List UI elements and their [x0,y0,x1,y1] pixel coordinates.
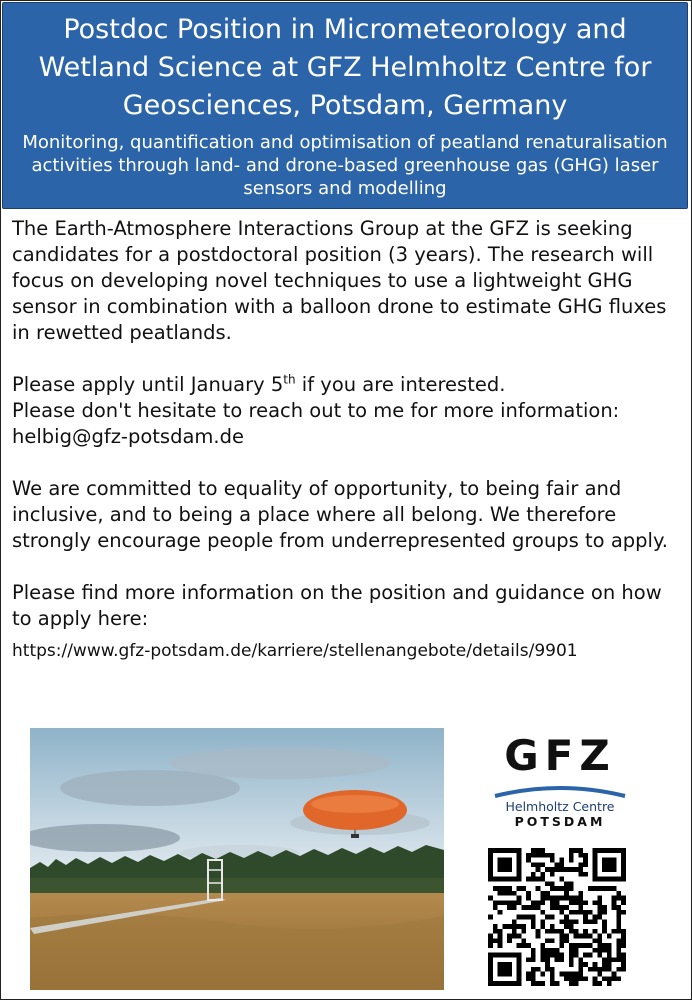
contact-text: Please don't hesitate to reach out to me for more information: [12,399,620,422]
page-subtitle: Monitoring, quantification and optimisation of peatland renaturalisation activities through land- and drone-based greenhouse gas (GHG) laser sensors and modelling [22,132,668,199]
apply-deadline-suffix: if you are interested. [295,373,506,396]
more-info-text: Please find more information on the position and guidance on how to apply here: [12,581,662,630]
page-title: Postdoc Position in Micrometeorology and Wetland Science at GFZ Helmholtz Centre for Geosciences, Potsdam, Germany [38,14,652,121]
intro-paragraph: The Earth-Atmosphere Interactions Group at the GFZ is seeking candidates for a postdoctoral position (3 years). The research will focus on developing novel techniques to use a lightweight GHG sensor in combination with a balloon drone to estimate GHG fluxes in rewetted peatlands. [12,217,667,344]
apply-deadline [12,372,682,398]
logo-arc-icon [490,784,630,798]
email-link[interactable]: helbig@gfz-potsdam.de [12,425,244,448]
balloon-drone-photo [30,728,444,990]
job-url-link[interactable]: https://www.gfz-potsdam.de/karriere/stellenangebote/details/9901 [12,641,578,661]
header-banner [2,2,688,209]
logo-helmholtz-text: Helmholtz Centre [505,799,615,814]
logo-potsdam-text: POTSDAM [514,814,606,829]
qr-code[interactable] [488,848,626,986]
body-text [12,216,682,664]
gfz-wordmark: GFZ [504,731,616,780]
apply-deadline-text: Please apply until January 5 [12,373,284,396]
gfz-logo [480,730,640,840]
equality-paragraph: We are committed to equality of opportunity, to being fair and inclusive, and to being a place where all belong. We therefore strongly encourage people from underrepresented groups to apply. [12,477,668,552]
date-superscript: th [283,372,296,387]
